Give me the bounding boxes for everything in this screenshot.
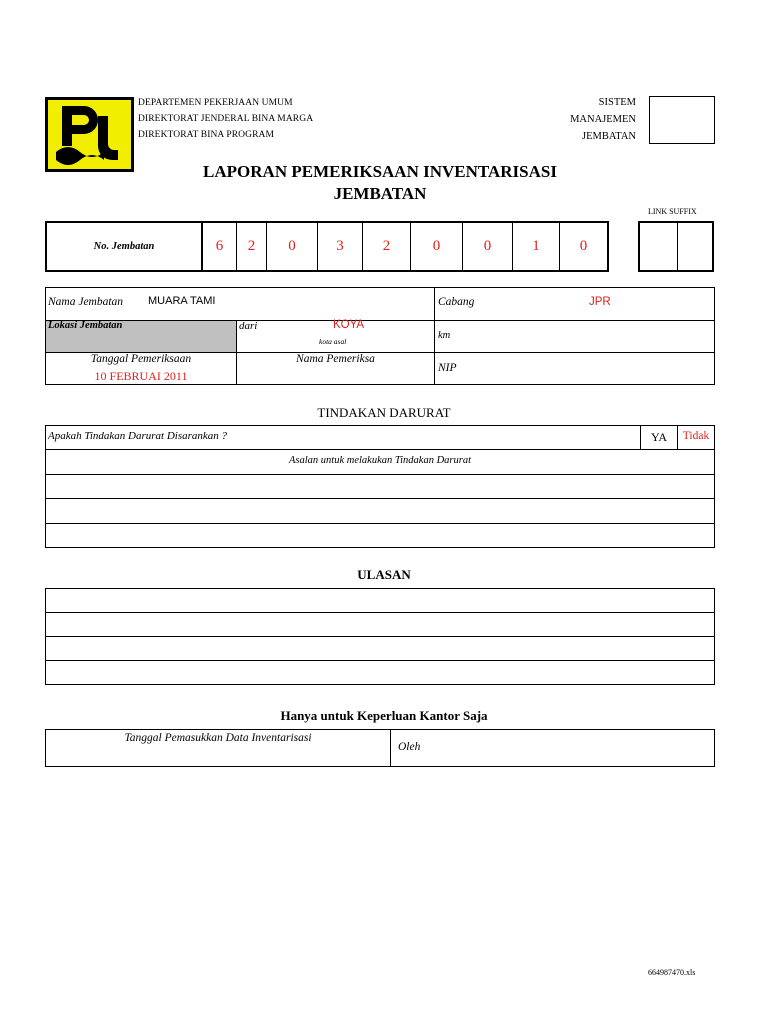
alasan-label: Asalan untuk melakukan Tindakan Darurat (289, 455, 471, 466)
bridge-digit-6: 0 (432, 238, 441, 254)
footer-filename: 664987470.xls (648, 968, 696, 977)
bridge-digit-7: 0 (483, 238, 492, 254)
bridge-digit-8: 1 (532, 238, 540, 254)
nama-jembatan-label: Nama Jembatan (48, 296, 124, 308)
tanggal-pemeriksaan-value: 10 FEBRUAI 2011 (94, 369, 188, 383)
nip-label: NIP (438, 362, 457, 374)
report-title-line-2: JEMBATAN (333, 184, 427, 203)
org-line-2: DIREKTORAT JENDERAL BINA MARGA (138, 114, 314, 124)
system-line-3: JEMBATAN (582, 131, 636, 142)
pu-logo (45, 97, 134, 172)
nama-jembatan-value: MUARA TAMI (148, 295, 216, 307)
system-line-2: MANAJEMEN (570, 114, 636, 125)
bridge-digit-1: 6 (215, 238, 224, 254)
bridge-digit-9: 0 (579, 238, 588, 254)
tidak-option[interactable]: Tidak (682, 430, 710, 442)
cabang-label: Cabang (438, 296, 475, 308)
dari-label: dari (239, 320, 258, 332)
system-line-1: SISTEM (598, 97, 636, 108)
tanggal-pemasukkan-label: Tanggal Pemasukkan Data Inventarisasi (124, 732, 312, 744)
link-suffix-box (638, 221, 714, 272)
tindakan-darurat-table (45, 425, 715, 548)
bridge-digit-3: 0 (288, 238, 296, 254)
ya-option[interactable]: YA (650, 430, 667, 444)
dari-value: KOYA (333, 319, 365, 331)
oleh-label: Oleh (398, 741, 421, 753)
bridge-digit-5: 2 (382, 238, 391, 254)
office-use-title: Hanya untuk Keperluan Kantor Saja (280, 708, 488, 723)
link-suffix-label: LINK SUFFIX (648, 207, 697, 216)
km-label: km (438, 330, 451, 341)
bridge-digit-4: 3 (336, 238, 344, 254)
tindakan-question: Apakah Tindakan Darurat Disarankan ? (48, 430, 228, 442)
header-code-box (649, 96, 715, 144)
cabang-value: JPR (589, 296, 611, 308)
ulasan-title: ULASAN (357, 567, 411, 582)
org-line-1: DEPARTEMEN PEKERJAAN UMUM (138, 98, 293, 108)
nama-pemeriksa-label: Nama Pemeriksa (296, 353, 375, 365)
tindakan-darurat-title: TINDAKAN DARURAT (317, 405, 451, 420)
lokasi-jembatan-label: Lokasi Jembatan (48, 320, 123, 331)
kota-asal-label: kota asal (319, 337, 347, 346)
tanggal-pemeriksaan-label: Tanggal Pemeriksaan (90, 353, 192, 365)
pu-logo-icon (48, 100, 131, 169)
report-title: LAPORAN PEMERIKSAAN INVENTARISASI (203, 162, 557, 181)
bridge-number-label: No. Jembatan (93, 241, 155, 252)
org-line-3: DIREKTORAT BINA PROGRAM (138, 130, 275, 140)
bridge-digit-2: 2 (247, 238, 256, 254)
